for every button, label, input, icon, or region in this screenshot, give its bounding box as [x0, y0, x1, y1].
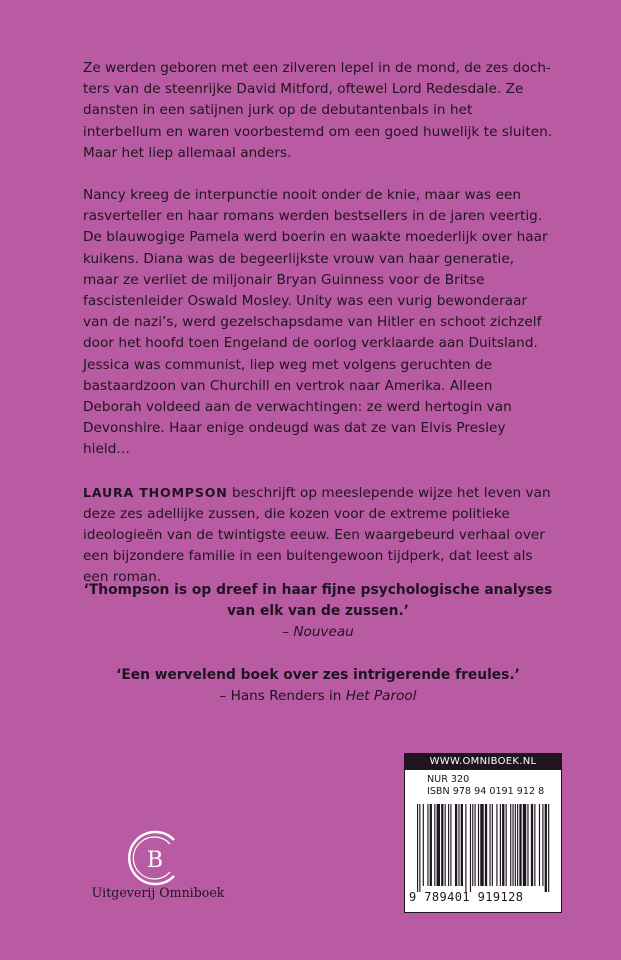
barcode-bar	[417, 804, 418, 892]
barcode-bar	[496, 804, 497, 886]
blurb-paragraph-3-text: beschrijft op meeslepende wijze het leven van deze zes adellijke zussen, die kozen voor de extreme politieke ideologieën van de twintigste eeuw. Een waargebeurd verhaal over een bijzondere familie in een buitengewoon tijdperk, dat leest als een roman.	[83, 484, 551, 586]
attribution-prefix: –	[282, 624, 294, 641]
barcode-bar	[512, 804, 513, 886]
quote-text: ‘Een wervelend boek over zes intrigerende freules.’	[116, 667, 520, 683]
barcode-bar	[445, 804, 446, 886]
logo-letter: B	[146, 848, 164, 873]
barcode-bar	[534, 804, 535, 886]
blurb-paragraph-2: Nancy kreeg de interpunctie nooit onder de knie, maar was een rasverteller en haar romans werden bestsellers in de jaren veertig. De blauwogige Pamela werd boerin en waakte moederlijk over haar kuikens. Diana was de begeerlijkste vrouw van haar generatie, maar ze verliet de miljonair Bryan Guinness voor de Britse fascistenleider Oswald Mosley. Unity was een vurig bewonderaar van de nazi’s, werd gezelschapsdame van Hitler en schoot zichzelf door het hoofd toen Engeland de oorlog verklaarde aan Duitsland. Jessica was communist, liep weg met volgens geruchten de bastaardzoon van Churchill en vertrok naar Amerika. Alleen Deborah voldeed aan de verwachtingen: ze werd hertogin van Devonshire. Haar enige ondeugd was dat ze van Elvis Presley hield…	[83, 187, 548, 458]
quote-source: Het Parool	[345, 688, 417, 705]
barcode-bar	[523, 804, 526, 886]
barcode-bar	[441, 804, 443, 886]
barcode-bar	[430, 804, 432, 886]
barcode-bar	[531, 804, 533, 886]
attribution-prefix: – Hans Renders in	[219, 688, 346, 705]
barcode-bar	[527, 804, 528, 886]
quote-attribution	[83, 686, 553, 707]
quote-source: Nouveau	[293, 624, 354, 641]
back-cover-blurb	[83, 58, 553, 610]
barcode-bar	[472, 804, 473, 886]
barcode-icon	[415, 804, 551, 892]
barcode-bar	[470, 804, 471, 892]
barcode-bar	[506, 804, 507, 886]
review-quote-1	[83, 580, 553, 644]
isbn-code: ISBN 978 94 0191 912 8	[427, 786, 545, 797]
barcode-bar	[461, 804, 463, 886]
barcode-bar	[458, 804, 459, 886]
barcode-bar	[500, 804, 501, 886]
publisher-url: WWW.OMNIBOEK.NL	[405, 754, 561, 770]
barcode-bar	[548, 804, 549, 892]
barcode-bar	[450, 804, 451, 886]
barcode-bar	[517, 804, 518, 886]
blurb-paragraph-1: Ze werden geboren met een zilveren lepel in de mond, de zes dochters van de steenrijke David Mitford, oftewel Lord Redesdale. Ze dansten in een satijnen jurk op de debutantenbals in het interbellum en waren voorbestemd om een goed huwelijk te sluiten. Maar het liep allemaal anders.	[83, 60, 553, 161]
quote-attribution	[83, 622, 553, 643]
barcode-bar	[437, 804, 440, 886]
barcode-bar	[478, 804, 479, 886]
publisher-name: Uitgeverij Omniboek	[91, 885, 225, 900]
barcode-bar	[475, 804, 476, 886]
quote-text: ‘Thompson is op dreef in haar fijne psychologische analyses van elk van de zussen.’	[83, 582, 553, 620]
barcode-bar	[480, 804, 483, 886]
barcode-bar	[492, 804, 493, 886]
barcode-bar	[423, 804, 424, 886]
barcode-bar	[485, 804, 487, 886]
nur-code: NUR 320	[427, 774, 470, 785]
barcode-bar	[510, 804, 511, 886]
barcode-bar	[455, 804, 457, 886]
barcode-digits: 9 789401 919128	[409, 890, 524, 904]
barcode-bar	[419, 804, 420, 892]
barcode-bar	[542, 804, 543, 886]
barcode-bar	[515, 804, 516, 886]
barcode-bar	[465, 804, 466, 892]
barcode-bar	[448, 804, 449, 886]
blurb-paragraph-3	[83, 482, 553, 589]
barcode-bar	[519, 804, 521, 886]
barcode-block	[404, 753, 562, 913]
barcode-bar	[489, 804, 490, 886]
barcode-bar	[427, 804, 428, 886]
author-name: LAURA THOMPSON	[83, 484, 228, 500]
barcode-bar	[434, 804, 435, 886]
review-quote-2	[83, 665, 553, 707]
barcode-bar	[539, 804, 540, 886]
barcode-bar	[502, 804, 504, 886]
barcode-bar	[545, 804, 547, 892]
